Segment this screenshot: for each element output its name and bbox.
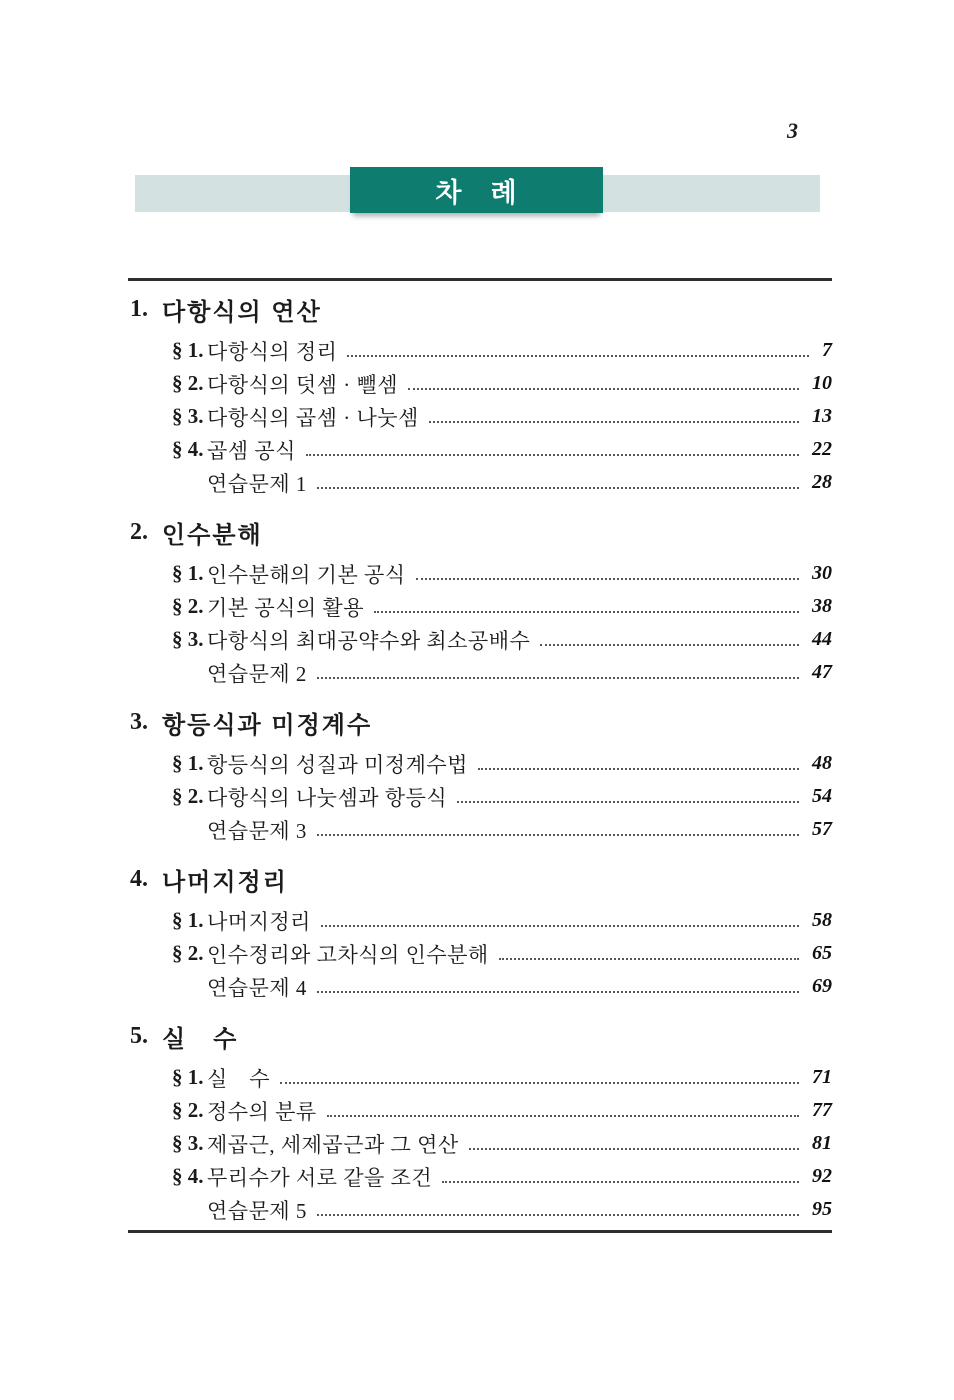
section-title: 무리수가 서로 같을 조건 bbox=[207, 1165, 433, 1190]
chapter-block bbox=[128, 707, 832, 846]
section-label: § 4. bbox=[172, 437, 204, 461]
toc-row bbox=[128, 557, 832, 590]
section-title: 제곱근, 세제곱근과 그 연산 bbox=[207, 1132, 459, 1157]
section-label: § 2. bbox=[172, 371, 204, 395]
toc-row bbox=[128, 1061, 832, 1094]
page-ref: 48 bbox=[812, 752, 832, 774]
chapter-number: 3. bbox=[130, 708, 148, 735]
page-ref: 54 bbox=[812, 785, 832, 807]
toc-row bbox=[128, 466, 832, 499]
section-label: § 2. bbox=[172, 941, 204, 965]
dotted-leader bbox=[321, 925, 799, 927]
section-title: 연습문제 5 bbox=[207, 1198, 307, 1223]
section-label: § 1. bbox=[172, 1065, 204, 1089]
chapter-heading bbox=[128, 294, 832, 324]
section-label: § 1. bbox=[172, 561, 204, 585]
chapter-block bbox=[128, 1021, 832, 1226]
toc-row bbox=[128, 747, 832, 780]
page-ref: 69 bbox=[812, 975, 832, 997]
page-ref: 38 bbox=[812, 595, 832, 617]
section-title: 연습문제 3 bbox=[207, 818, 307, 843]
section-title: 다항식의 최대공약수와 최소공배수 bbox=[207, 628, 531, 653]
section-label: § 3. bbox=[172, 1131, 204, 1155]
page-ref: 28 bbox=[812, 471, 832, 493]
page-ref: 47 bbox=[812, 661, 832, 683]
toc-row bbox=[128, 590, 832, 623]
section-title: 다항식의 덧셈 · 뺄셈 bbox=[207, 372, 399, 397]
page-number: 3 bbox=[787, 118, 798, 143]
dotted-leader bbox=[499, 958, 799, 960]
top-rule bbox=[128, 278, 832, 281]
dotted-leader bbox=[317, 991, 799, 993]
section-title: 연습문제 4 bbox=[207, 975, 307, 1000]
section-label: § 2. bbox=[172, 594, 204, 618]
chapter-number: 1. bbox=[130, 295, 148, 322]
page-ref: 65 bbox=[812, 942, 832, 964]
toc-title-box bbox=[350, 167, 603, 213]
section-label: § 4. bbox=[172, 1164, 204, 1188]
toc-row bbox=[128, 334, 832, 367]
section-label: § 1. bbox=[172, 338, 204, 362]
section-title: 곱셈 공식 bbox=[207, 438, 296, 463]
section-label: § 3. bbox=[172, 404, 204, 428]
section-label: § 1. bbox=[172, 908, 204, 932]
chapter-number: 4. bbox=[130, 865, 148, 892]
page-ref: 10 bbox=[812, 372, 832, 394]
section-label: § 2. bbox=[172, 1098, 204, 1122]
page-ref: 30 bbox=[812, 562, 832, 584]
page-ref: 13 bbox=[812, 405, 832, 427]
toc-row bbox=[128, 623, 832, 656]
dotted-leader bbox=[416, 578, 799, 580]
chapter-heading bbox=[128, 1021, 832, 1051]
chapter-block bbox=[128, 864, 832, 1003]
toc-header-band bbox=[135, 175, 820, 212]
dotted-leader bbox=[317, 677, 799, 679]
toc bbox=[128, 294, 832, 1226]
section-title: 인수분해의 기본 공식 bbox=[207, 562, 406, 587]
section-title: 나머지정리 bbox=[207, 909, 311, 934]
dotted-leader bbox=[317, 1214, 799, 1216]
dotted-leader bbox=[478, 768, 799, 770]
toc-row bbox=[128, 1094, 832, 1127]
page-ref: 44 bbox=[812, 628, 832, 650]
toc-row bbox=[128, 400, 832, 433]
page-ref: 92 bbox=[812, 1165, 832, 1187]
section-title: 다항식의 나눗셈과 항등식 bbox=[207, 785, 448, 810]
toc-row bbox=[128, 780, 832, 813]
section-title: 연습문제 1 bbox=[207, 471, 307, 496]
chapter-title: 나머지정리 bbox=[162, 868, 288, 896]
toc-row bbox=[128, 937, 832, 970]
toc-row bbox=[128, 1193, 832, 1226]
dotted-leader bbox=[374, 611, 799, 613]
dotted-leader bbox=[429, 421, 799, 423]
toc-row bbox=[128, 433, 832, 466]
dotted-leader bbox=[317, 487, 799, 489]
chapter-title: 다항식의 연산 bbox=[162, 298, 322, 326]
chapter-number: 5. bbox=[130, 1022, 148, 1049]
dotted-leader bbox=[540, 644, 799, 646]
section-title: 정수의 분류 bbox=[207, 1099, 317, 1124]
bottom-rule bbox=[128, 1230, 832, 1233]
toc-row bbox=[128, 656, 832, 689]
toc-row bbox=[128, 813, 832, 846]
dotted-leader bbox=[457, 801, 799, 803]
section-label: § 2. bbox=[172, 784, 204, 808]
dotted-leader bbox=[280, 1082, 799, 1084]
section-title: 기본 공식의 활용 bbox=[207, 595, 365, 620]
dotted-leader bbox=[306, 454, 799, 456]
page-ref: 58 bbox=[812, 909, 832, 931]
dotted-leader bbox=[317, 834, 799, 836]
dotted-leader bbox=[408, 388, 799, 390]
toc-row bbox=[128, 904, 832, 937]
page-ref: 95 bbox=[812, 1198, 832, 1220]
page-ref: 81 bbox=[812, 1132, 832, 1154]
dotted-leader bbox=[442, 1181, 799, 1183]
dotted-leader bbox=[327, 1115, 799, 1117]
page-ref: 7 bbox=[822, 339, 832, 361]
dotted-leader bbox=[469, 1148, 799, 1150]
section-title: 다항식의 정리 bbox=[207, 339, 338, 364]
section-label: § 3. bbox=[172, 627, 204, 651]
chapter-number: 2. bbox=[130, 518, 148, 545]
toc-row bbox=[128, 1127, 832, 1160]
chapter-title: 인수분해 bbox=[162, 521, 263, 549]
section-title: 다항식의 곱셈 · 나눗셈 bbox=[207, 405, 419, 430]
page-ref: 57 bbox=[812, 818, 832, 840]
chapter-title: 실 수 bbox=[162, 1025, 239, 1053]
page-ref: 22 bbox=[812, 438, 832, 460]
dotted-leader bbox=[347, 355, 809, 357]
section-title: 연습문제 2 bbox=[207, 661, 307, 686]
section-label: § 1. bbox=[172, 751, 204, 775]
chapter-heading bbox=[128, 864, 832, 894]
toc-title: 차 례 bbox=[435, 177, 518, 208]
page-ref: 71 bbox=[812, 1066, 832, 1088]
chapter-heading bbox=[128, 707, 832, 737]
toc-row bbox=[128, 1160, 832, 1193]
chapter-block bbox=[128, 517, 832, 689]
section-title: 항등식의 성질과 미정계수법 bbox=[207, 752, 468, 777]
toc-row bbox=[128, 367, 832, 400]
section-title: 실 수 bbox=[207, 1066, 271, 1091]
toc-row bbox=[128, 970, 832, 1003]
section-title: 인수정리와 고차식의 인수분해 bbox=[207, 942, 489, 967]
page-ref: 77 bbox=[812, 1099, 832, 1121]
chapter-block bbox=[128, 294, 832, 499]
chapter-title: 항등식과 미정계수 bbox=[162, 711, 373, 739]
chapter-heading bbox=[128, 517, 832, 547]
